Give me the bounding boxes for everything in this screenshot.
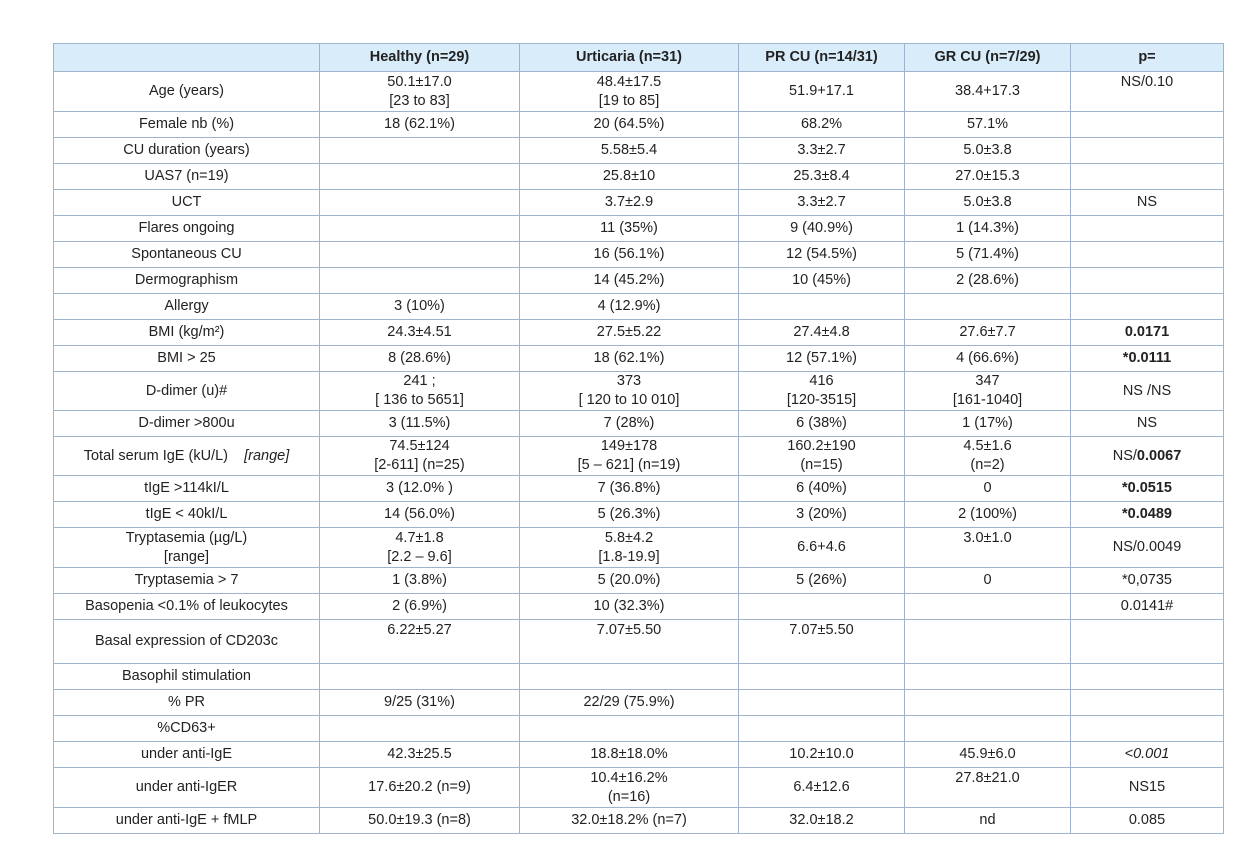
cell-p: *0.0515	[1071, 476, 1224, 502]
cell-urticaria	[520, 664, 739, 690]
cell-pr-cu: 32.0±18.2	[739, 808, 905, 834]
row-label: CU duration (years)	[54, 138, 320, 164]
cell-urticaria: 18.8±18.0%	[520, 742, 739, 768]
cell-gr-cu: 0	[905, 476, 1071, 502]
cell-healthy: 6.22±5.27	[320, 620, 520, 664]
cell-p	[1071, 138, 1224, 164]
cell-line: 347	[975, 373, 1000, 389]
cell-line: [23 to 83]	[389, 92, 450, 109]
table-row	[54, 320, 1224, 346]
cell-gr-cu: 1 (17%)	[905, 411, 1071, 437]
table-row	[54, 411, 1224, 437]
cell-healthy: 24.3±4.51	[320, 320, 520, 346]
cell-p: 0.0141#	[1071, 594, 1224, 620]
cell-pr-cu	[739, 437, 905, 476]
cell-line: 160.2±190	[787, 438, 856, 454]
table-row	[54, 72, 1224, 112]
cell-line: 416	[809, 373, 834, 389]
row-label: BMI > 25	[54, 346, 320, 372]
cell-line: [5 – 621] (n=19)	[577, 457, 681, 473]
row-label	[54, 528, 320, 568]
table-row	[54, 216, 1224, 242]
cell-urticaria: 14 (45.2%)	[520, 268, 739, 294]
table-row	[54, 437, 1224, 476]
cell-pr-cu	[739, 664, 905, 690]
cell-pr-cu	[739, 716, 905, 742]
cell-gr-cu: 5.0±3.8	[905, 190, 1071, 216]
cell-pr-cu: 6.6+4.6	[739, 528, 905, 568]
table-row	[54, 190, 1224, 216]
cell-healthy: 42.3±25.5	[320, 742, 520, 768]
cell-healthy	[320, 216, 520, 242]
table-row	[54, 476, 1224, 502]
cell-gr-cu: 2 (100%)	[905, 502, 1071, 528]
cell-healthy: 50.0±19.3 (n=8)	[320, 808, 520, 834]
header-cell	[54, 44, 320, 72]
cell-healthy: 1 (3.8%)	[320, 568, 520, 594]
cell-urticaria: 20 (64.5%)	[520, 112, 739, 138]
cell-urticaria	[520, 528, 739, 568]
cell-line: (n=16)	[607, 788, 651, 805]
cell-healthy: 3 (12.0% )	[320, 476, 520, 502]
cell-line: (n=2)	[970, 457, 1005, 473]
cell-p	[1071, 216, 1224, 242]
cell-pr-cu: 51.9+17.1	[739, 72, 905, 112]
cell-p	[1071, 164, 1224, 190]
cell-p: NS	[1071, 190, 1224, 216]
cell-p	[1071, 620, 1224, 664]
cell-line: [2.2 – 9.6]	[387, 548, 452, 565]
row-label: Spontaneous CU	[54, 242, 320, 268]
cell-healthy	[320, 437, 520, 476]
table-row	[54, 372, 1224, 411]
cell-gr-cu	[905, 664, 1071, 690]
table-row	[54, 594, 1224, 620]
cell-pr-cu: 9 (40.9%)	[739, 216, 905, 242]
cell-urticaria: 5.58±5.4	[520, 138, 739, 164]
cell-gr-cu: nd	[905, 808, 1071, 834]
cell-urticaria: 18 (62.1%)	[520, 346, 739, 372]
row-label-text: Total serum IgE (kU/L)	[83, 447, 228, 464]
cell-urticaria: 11 (35%)	[520, 216, 739, 242]
cell-gr-cu: 5.0±3.8	[905, 138, 1071, 164]
cell-pr-cu: 3 (20%)	[739, 502, 905, 528]
cell-p: 0.085	[1071, 808, 1224, 834]
cell-line: 48.4±17.5	[596, 73, 662, 90]
cell-pr-cu: 27.4±4.8	[739, 320, 905, 346]
table-row	[54, 268, 1224, 294]
header-cell-healthy: Healthy (n=29)	[320, 44, 520, 72]
cell-healthy	[320, 716, 520, 742]
cell-pr-cu: 3.3±2.7	[739, 138, 905, 164]
table-row	[54, 164, 1224, 190]
cell-healthy: 14 (56.0%)	[320, 502, 520, 528]
cell-urticaria: 25.8±10	[520, 164, 739, 190]
cell-urticaria: 10 (32.3%)	[520, 594, 739, 620]
table-row	[54, 808, 1224, 834]
row-label: BMI (kg/m²)	[54, 320, 320, 346]
cell-urticaria: 27.5±5.22	[520, 320, 739, 346]
cell-p: <0.001	[1071, 742, 1224, 768]
cell-urticaria: 7 (28%)	[520, 411, 739, 437]
cell-p: *0.0111	[1071, 346, 1224, 372]
cell-line: (n=15)	[800, 457, 843, 473]
row-label: Dermographism	[54, 268, 320, 294]
cell-p	[1071, 664, 1224, 690]
row-label: Age (years)	[54, 72, 320, 112]
cell-healthy	[320, 268, 520, 294]
cell-line: 5.8±4.2	[604, 529, 654, 546]
header-cell-urticaria: Urticaria (n=31)	[520, 44, 739, 72]
cell-line: [2-611] (n=25)	[374, 457, 465, 473]
header-cell-p: p=	[1071, 44, 1224, 72]
row-label-line: [range]	[163, 548, 210, 565]
cell-line: [19 to 85]	[598, 92, 660, 109]
cell-urticaria	[520, 437, 739, 476]
row-label: %CD63+	[54, 716, 320, 742]
cell-p: 0.0171	[1071, 320, 1224, 346]
cell-urticaria: 7 (36.8%)	[520, 476, 739, 502]
cell-line: 241 ;	[403, 373, 436, 389]
cell-gr-cu: 27.0±15.3	[905, 164, 1071, 190]
cell-p: NS/0.10	[1071, 72, 1224, 112]
table-row	[54, 294, 1224, 320]
cell-urticaria: 22/29 (75.9%)	[520, 690, 739, 716]
cell-pr-cu: 12 (54.5%)	[739, 242, 905, 268]
row-label: Allergy	[54, 294, 320, 320]
row-label: under anti-IgE	[54, 742, 320, 768]
table-row	[54, 716, 1224, 742]
table-row	[54, 620, 1224, 664]
cell-urticaria: 7.07±5.50	[520, 620, 739, 664]
table-row	[54, 528, 1224, 568]
table-row	[54, 768, 1224, 808]
row-label: tIgE < 40kI/L	[54, 502, 320, 528]
cell-gr-cu: 1 (14.3%)	[905, 216, 1071, 242]
cell-p	[1071, 268, 1224, 294]
cell-gr-cu	[905, 690, 1071, 716]
cell-healthy	[320, 138, 520, 164]
cell-pr-cu: 3.3±2.7	[739, 190, 905, 216]
cell-healthy	[320, 164, 520, 190]
cell-urticaria	[520, 372, 739, 411]
cell-gr-cu: 27.6±7.7	[905, 320, 1071, 346]
cell-urticaria: 4 (12.9%)	[520, 294, 739, 320]
cell-gr-cu: 2 (28.6%)	[905, 268, 1071, 294]
row-label: D-dimer (u)#	[54, 372, 320, 411]
cell-line: [ 136 to 5651]	[375, 392, 464, 408]
cell-line: 10.4±16.2%	[590, 769, 668, 786]
row-label: tIgE >114kI/L	[54, 476, 320, 502]
table-row	[54, 242, 1224, 268]
cell-urticaria	[520, 72, 739, 112]
cell-gr-cu	[905, 437, 1071, 476]
row-label: Tryptasemia > 7	[54, 568, 320, 594]
row-label: Female nb (%)	[54, 112, 320, 138]
cell-line: 373	[616, 373, 642, 389]
table-row	[54, 346, 1224, 372]
cell-p-prefix: NS/	[1112, 447, 1137, 464]
cell-gr-cu: 0	[905, 568, 1071, 594]
cell-line: [161-1040]	[952, 392, 1023, 408]
table-row	[54, 138, 1224, 164]
cell-p: *0.0489	[1071, 502, 1224, 528]
table-row	[54, 502, 1224, 528]
cell-healthy	[320, 72, 520, 112]
cell-healthy	[320, 242, 520, 268]
cell-urticaria	[520, 768, 739, 808]
row-label	[54, 437, 320, 476]
header-cell-gr-cu: GR CU (n=7/29)	[905, 44, 1071, 72]
cell-pr-cu	[739, 294, 905, 320]
cell-gr-cu	[905, 594, 1071, 620]
cell-gr-cu: 5 (71.4%)	[905, 242, 1071, 268]
cell-p: NS/0.0049	[1071, 528, 1224, 568]
table-row	[54, 664, 1224, 690]
row-label: D-dimer >800u	[54, 411, 320, 437]
cell-gr-cu: 4 (66.6%)	[905, 346, 1071, 372]
row-label: under anti-IgER	[54, 768, 320, 808]
cell-healthy: 18 (62.1%)	[320, 112, 520, 138]
cell-p: *0,0735	[1071, 568, 1224, 594]
cell-p: NS	[1071, 411, 1224, 437]
cell-p	[1071, 112, 1224, 138]
cell-gr-cu	[905, 372, 1071, 411]
cell-line: [120-3515]	[786, 392, 857, 408]
cell-gr-cu: 57.1%	[905, 112, 1071, 138]
cell-p	[1071, 437, 1224, 476]
cell-healthy: 8 (28.6%)	[320, 346, 520, 372]
cell-healthy: 2 (6.9%)	[320, 594, 520, 620]
cell-gr-cu: 27.8±21.0	[905, 768, 1071, 808]
cell-healthy: 3 (11.5%)	[320, 411, 520, 437]
cell-pr-cu: 5 (26%)	[739, 568, 905, 594]
cell-healthy	[320, 190, 520, 216]
cell-pr-cu: 6 (38%)	[739, 411, 905, 437]
row-label: Basal expression of CD203c	[54, 620, 320, 664]
cell-healthy	[320, 372, 520, 411]
cell-pr-cu: 10 (45%)	[739, 268, 905, 294]
cell-pr-cu: 12 (57.1%)	[739, 346, 905, 372]
cell-pr-cu	[739, 690, 905, 716]
cell-p-value: 0.0067	[1136, 447, 1182, 464]
cell-pr-cu: 6.4±12.6	[739, 768, 905, 808]
cell-pr-cu: 10.2±10.0	[739, 742, 905, 768]
row-label: Basopenia <0.1% of leukocytes	[54, 594, 320, 620]
cell-urticaria: 5 (20.0%)	[520, 568, 739, 594]
cell-urticaria: 5 (26.3%)	[520, 502, 739, 528]
cell-line: 50.1±17.0	[387, 73, 452, 90]
row-label: UCT	[54, 190, 320, 216]
table-row	[54, 742, 1224, 768]
cell-pr-cu	[739, 594, 905, 620]
row-label: Basophil stimulation	[54, 664, 320, 690]
row-label: under anti-IgE + fMLP	[54, 808, 320, 834]
cell-healthy	[320, 528, 520, 568]
cell-line: [1.8-19.9]	[598, 548, 660, 565]
row-label-line: Tryptasemia (µg/L)	[125, 529, 248, 546]
cell-line: 74.5±124	[389, 438, 450, 454]
cell-pr-cu: 25.3±8.4	[739, 164, 905, 190]
table-row	[54, 568, 1224, 594]
cell-urticaria: 32.0±18.2% (n=7)	[520, 808, 739, 834]
cell-urticaria	[520, 716, 739, 742]
cell-pr-cu: 7.07±5.50	[739, 620, 905, 664]
cell-pr-cu	[739, 372, 905, 411]
cell-gr-cu: 3.0±1.0	[905, 528, 1071, 568]
cell-gr-cu	[905, 716, 1071, 742]
cell-gr-cu: 45.9±6.0	[905, 742, 1071, 768]
cell-p: NS /NS	[1071, 372, 1224, 411]
cell-p	[1071, 716, 1224, 742]
cell-urticaria: 3.7±2.9	[520, 190, 739, 216]
cell-line: 4.7±1.8	[395, 529, 444, 546]
cell-pr-cu: 68.2%	[739, 112, 905, 138]
row-label: Flares ongoing	[54, 216, 320, 242]
cell-p	[1071, 242, 1224, 268]
row-label: UAS7 (n=19)	[54, 164, 320, 190]
cell-line: 4.5±1.6	[963, 438, 1012, 454]
cell-line: [ 120 to 10 010]	[578, 392, 680, 408]
cell-healthy	[320, 664, 520, 690]
cell-healthy: 3 (10%)	[320, 294, 520, 320]
row-label-range: [range]	[244, 447, 290, 464]
results-table	[53, 43, 1224, 834]
cell-healthy: 9/25 (31%)	[320, 690, 520, 716]
cell-urticaria: 16 (56.1%)	[520, 242, 739, 268]
cell-p	[1071, 294, 1224, 320]
table-row	[54, 112, 1224, 138]
cell-healthy: 17.6±20.2 (n=9)	[320, 768, 520, 808]
table-row	[54, 690, 1224, 716]
header-row	[54, 44, 1224, 72]
cell-p	[1071, 690, 1224, 716]
cell-p: NS15	[1071, 768, 1224, 808]
cell-gr-cu	[905, 620, 1071, 664]
cell-pr-cu: 6 (40%)	[739, 476, 905, 502]
cell-gr-cu	[905, 294, 1071, 320]
header-cell-pr-cu: PR CU (n=14/31)	[739, 44, 905, 72]
cell-gr-cu: 38.4+17.3	[905, 72, 1071, 112]
row-label: % PR	[54, 690, 320, 716]
cell-line: 149±178	[600, 438, 658, 454]
